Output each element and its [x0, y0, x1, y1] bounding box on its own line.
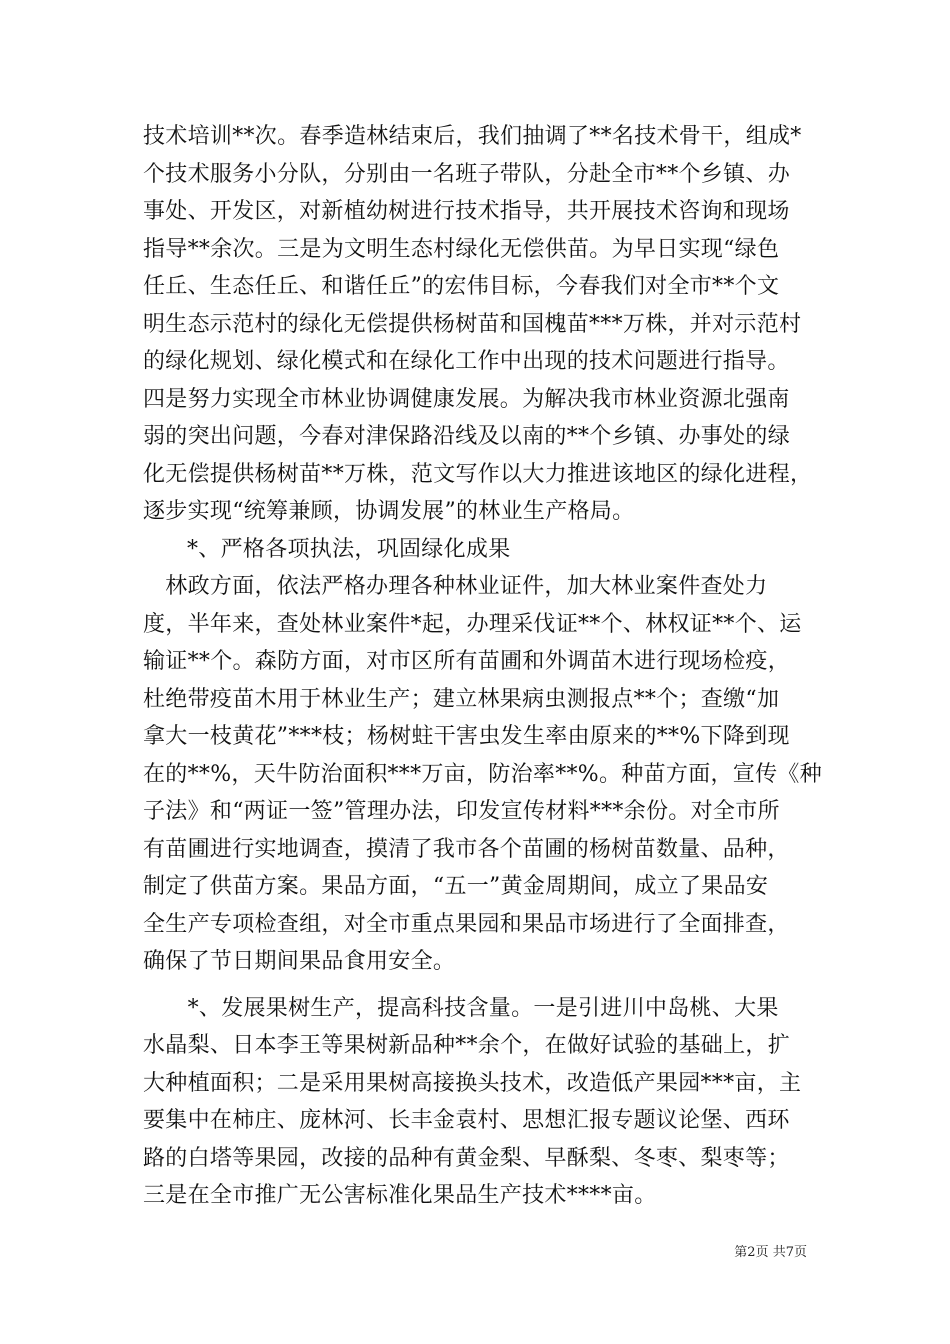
section-heading-law-enforcement: [143, 531, 823, 569]
text-line: 路的白塔等果园，改接的品种有黄金梨、早酥梨、冬枣、梨枣等；: [143, 1145, 790, 1171]
paragraph-law-enforcement: [143, 568, 823, 981]
footer-suffix: 页: [793, 1245, 807, 1260]
text-line: 的绿化规划、绿化模式和在绿化工作中出现的技术问题进行指导。: [143, 349, 790, 374]
current-page-number: 2: [747, 1245, 756, 1260]
footer-middle: 页 共: [755, 1245, 786, 1260]
text-line: 度，半年来，查处林业案件*起，办理采伐证**个、林权证**个、运: [143, 611, 802, 637]
text-line: 四是努力实现全市林业协调健康发展。为解决我市林业资源北强南: [143, 386, 790, 412]
text-line: 明生态示范村的绿化无偿提供杨树苗和国槐苗***万株，并对示范村: [143, 311, 802, 337]
text-line: 逐步实现“统筹兼顾，协调发展”的林业生产格局。: [143, 499, 635, 524]
section-heading: *、严格各项执法，巩固绿化成果: [187, 536, 511, 562]
text-line: 任丘、生态任丘、和谐任丘”的宏伟目标，今春我们对全市**个文: [143, 274, 780, 299]
text-line: 确保了节日期间果品食用安全。: [143, 949, 456, 974]
paragraph-greening-support: [143, 118, 823, 531]
text-line: 弱的突出问题，今春对津保路沿线及以南的**个乡镇、办事处的绿: [143, 424, 791, 449]
paragraph-fruit-production: [143, 990, 823, 1215]
text-line: 三是在全市推广无公害标准化果品生产技术****亩。: [143, 1183, 657, 1208]
text-line: 事处、开发区，对新植幼树进行技术指导，共开展技术咨询和现场: [143, 199, 790, 224]
text-line: 子法》和“两证一签”管理办法，印发宣传材料***余份。对全市所: [143, 799, 780, 824]
text-line: 杜绝带疫苗木用于林业生产；建立林果病虫测报点**个；查缴“加: [143, 686, 780, 712]
footer-prefix: 第: [734, 1245, 748, 1260]
text-line: 在的**%，天牛防治面积***万亩，防治率**%。种苗方面，宣传《种: [143, 761, 823, 787]
paragraph-spacer: [143, 981, 823, 990]
text-line: 化无偿提供杨树苗**万株，范文写作以大力推进该地区的绿化进程，: [143, 461, 813, 487]
text-line: 大种植面积；二是采用果树高接换头技术，改造低产果园***亩，主: [143, 1070, 802, 1096]
text-line: 有苗圃进行实地调查，摸清了我市各个苗圃的杨树苗数量、品种，: [143, 836, 790, 862]
text-line: 技术培训**次。春季造林结束后，我们抽调了**名技术骨干，组成*: [143, 124, 802, 149]
text-line: 制定了供苗方案。果品方面，“五一”黄金周期间，成立了果品安: [143, 874, 769, 899]
text-line: 拿大一枝黄花”***枝；杨树蛀干害虫发生率由原来的**%下降到现: [143, 724, 790, 749]
page-number-footer: [734, 1244, 807, 1262]
text-line: *、发展果树生产，提高科技含量。一是引进川中岛桃、大果: [143, 995, 779, 1021]
text-line: 全生产专项检查组，对全市重点果园和果品市场进行了全面排查，: [143, 911, 790, 937]
text-line: 要集中在柿庄、庞林河、长丰金袁村、思想汇报专题议论堡、西环: [143, 1108, 790, 1133]
text-line: 指导**余次。三是为文明生态村绿化无偿供苗。为早日实现“绿色: [143, 236, 780, 262]
total-pages-number: 7: [785, 1245, 794, 1260]
text-line: 个技术服务小分队，分别由一名班子带队，分赴全市**个乡镇、办: [143, 161, 791, 187]
document-body: [143, 118, 823, 1215]
text-line: 输证**个。森防方面，对市区所有苗圃和外调苗木进行现场检疫，: [143, 649, 791, 674]
text-line: 林政方面，依法严格办理各种林业证件，加大林业案件查处力: [143, 574, 768, 599]
text-line: 水晶梨、日本李王等果树新品种**余个，在做好试验的基础上，扩: [143, 1033, 791, 1058]
